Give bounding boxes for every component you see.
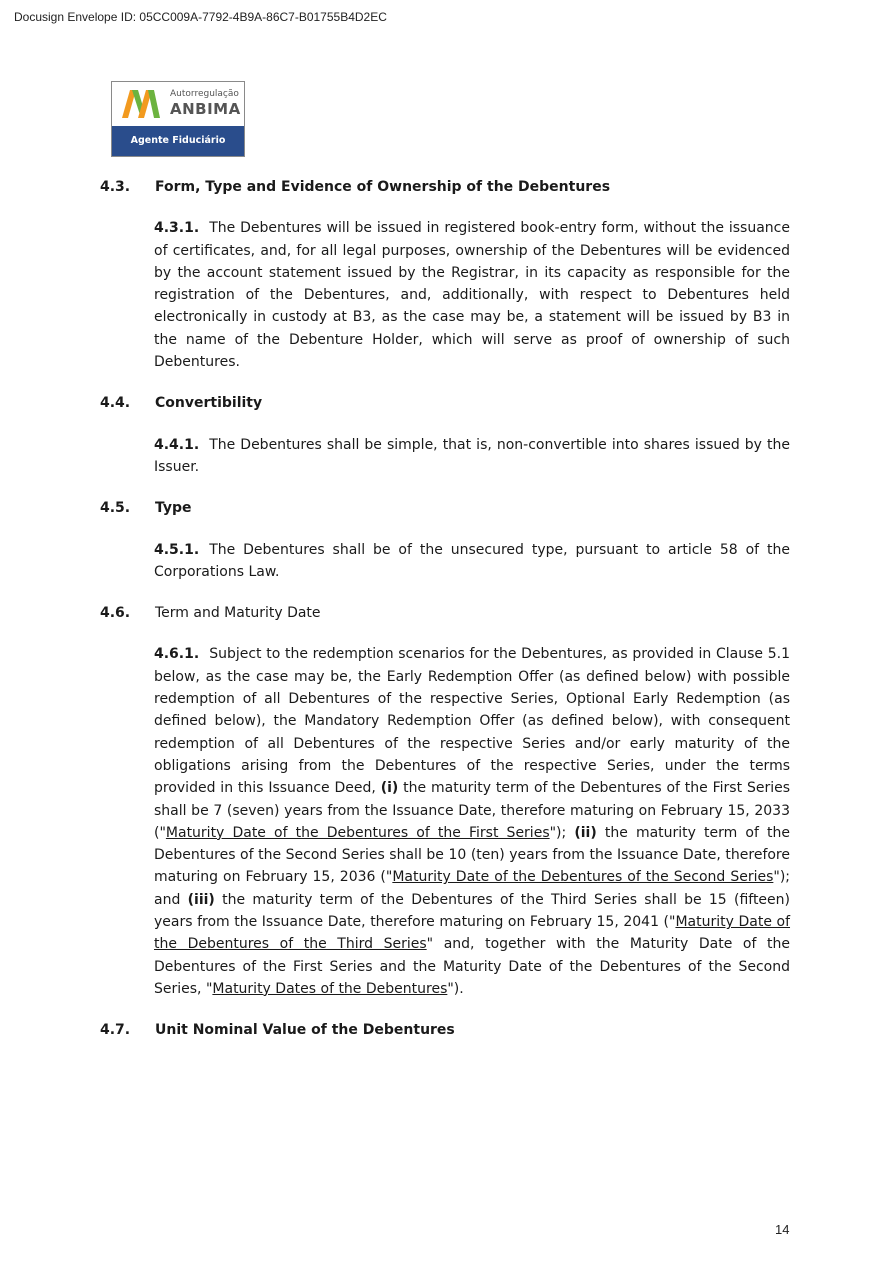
defined-term: Maturity Date of the Debentures of the Second Series	[392, 869, 774, 886]
paragraph-number: 4.4.1.	[154, 436, 200, 453]
section-heading-4-7	[100, 1019, 790, 1041]
text-segment: the maturity term of the Debentures of the Second Series shall be 10 (ten) years from the Issuance Date, therefore maturing on February 15, 2036 ("	[154, 824, 790, 886]
anbima-logo	[111, 81, 245, 157]
logo-badge-text: Agente Fiduciário	[112, 126, 244, 156]
paragraph-4-5-1	[154, 539, 790, 584]
paragraph-number: 4.6.1.	[154, 646, 200, 663]
section-title: Form, Type and Evidence of Ownership of the Debentures	[155, 179, 611, 195]
section-title: Unit Nominal Value of the Debentures	[155, 1022, 455, 1039]
section-heading-4-3	[100, 176, 790, 198]
text-segment: "); and	[154, 869, 790, 908]
paragraph-number: 4.3.1.	[154, 220, 200, 237]
bold-marker: (ii)	[574, 824, 597, 841]
paragraph-text: The Debentures will be issued in registered book-entry form, without the issuance of certificates, and, for all legal purposes, ownership of the Debentures will be evidenced by the account statement issued by the Registrar, in its capacity as responsible for the registration of the Debentures, and, additionally, with respect to Debentures held electronically in custody at B3, as the case may be, a statement will be issued by B3 in the name of the Debenture Holder, which will serve as proof of ownership of such Debentures.	[154, 220, 790, 371]
text-segment: ").	[447, 980, 464, 997]
section-heading-4-4	[100, 392, 790, 414]
text-segment: ");	[549, 824, 575, 841]
section-number: 4.6.	[100, 605, 131, 622]
logo-top	[112, 82, 244, 126]
defined-term: Maturity Date of the Debentures of the Third Series	[154, 914, 791, 953]
section-number: 4.3.	[100, 179, 131, 195]
docusign-envelope-id: Docusign Envelope ID: 05CC009A-7792-4B9A-86C7-B01755B4D2EC	[14, 10, 387, 24]
logo-small-text: Autorregulação	[170, 89, 239, 99]
text-segment: the maturity term of the Debentures of the First Series shall be 7 (seven) years from the Issuance Date, therefore maturing on February 15, 2033 ("	[154, 780, 790, 841]
bold-marker: (iii)	[187, 891, 215, 908]
section-number: 4.7.	[100, 1022, 131, 1039]
bold-marker: (i)	[380, 780, 399, 797]
section-number: 4.5.	[100, 500, 131, 517]
document-body	[100, 176, 790, 1061]
text-segment: the maturity term of the Debentures of the Third Series shall be 15 (fifteen) years from the Issuance Date, therefore maturing on February 15, 2041 ("	[154, 891, 790, 931]
text-segment: " and, together with the Maturity Date of the Debentures of the First Series and the Maturity Date of the Debentures of the Second Series, "	[154, 936, 790, 997]
section-heading-4-6	[100, 602, 790, 624]
paragraph-4-3-1	[154, 217, 790, 373]
text-segment: Subject to the redemption scenarios for the Debentures, as provided in Clause 5.1 below, as the case may be, the Early Redemption Offer (as defined below) with possible redemption of all Debentures of the respective Series, Optional Early Redemption (as defined below), the Mandatory Redemption Offer (as defined below), with consequent redemption of all Debentures of the respective Series and/or early maturity of the obligations arising from the Debentures of the respective Series, under the terms provided in this Issuance Deed,	[154, 646, 790, 797]
section-title: Convertibility	[155, 395, 263, 412]
paragraph-4-4-1	[154, 434, 790, 479]
paragraph-4-6-1	[154, 643, 790, 1000]
section-title: Type	[155, 500, 192, 517]
section-number: 4.4.	[100, 395, 131, 412]
paragraph-number: 4.5.1.	[154, 541, 200, 558]
paragraph-text: The Debentures shall be of the unsecured type, pursuant to article 58 of the Corporations Law.	[154, 541, 790, 580]
section-heading-4-5	[100, 497, 790, 519]
page-number: 14	[775, 1222, 790, 1237]
anbima-mark-icon	[122, 90, 160, 118]
logo-brand-text: ANBIMA	[170, 100, 241, 118]
paragraph-text: The Debentures shall be simple, that is, non-convertible into shares issued by the Issuer.	[154, 436, 790, 475]
defined-term: Maturity Date of the Debentures of the First Series	[165, 824, 550, 841]
defined-term: Maturity Dates of the Debentures	[212, 980, 448, 997]
section-title: Term and Maturity Date	[155, 605, 321, 622]
